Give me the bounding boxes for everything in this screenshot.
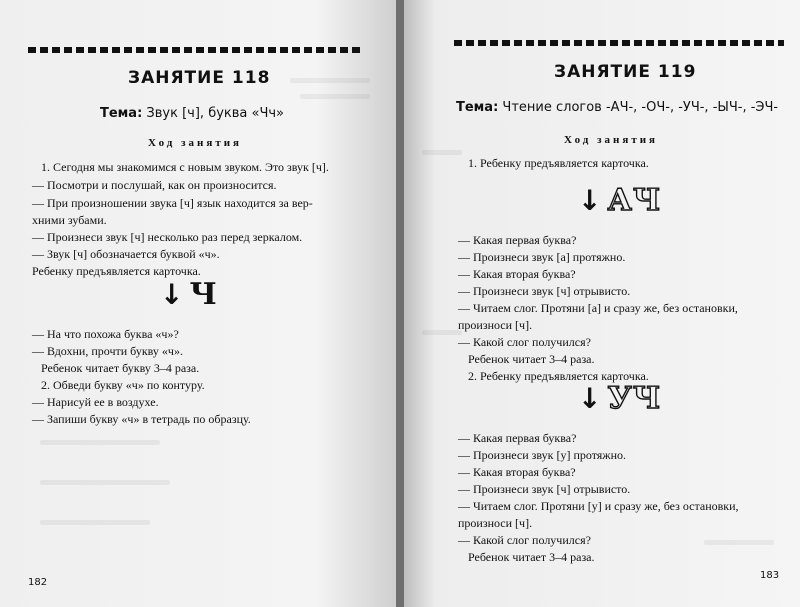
text-line: — Читаем слог. Протяни [у] и сразу же, без остановки,: [458, 499, 739, 513]
syllable-card: [578, 381, 662, 416]
topic: [456, 100, 778, 115]
text-line: — Какая вторая буква?: [458, 465, 576, 479]
text-line: — Какая вторая буква?: [458, 267, 576, 281]
card-syllable: АЧ: [607, 183, 662, 218]
text-line: — Звук [ч] обозначается буквой «ч».: [32, 247, 220, 261]
text-line: — Произнеси звук [а] протяжно.: [458, 250, 626, 264]
bleed-through: [40, 440, 160, 445]
bleed-through: [40, 520, 150, 525]
text-line: — Какой слог получился?: [458, 335, 591, 349]
text-line: — Какая первая буква?: [458, 431, 577, 445]
text-line: 2. Ребенку предъявляется карточка.: [468, 369, 649, 383]
topic: [100, 106, 284, 121]
bleed-through: [704, 540, 774, 545]
bleed-through: [422, 330, 462, 335]
section-heading: Ход занятия: [564, 134, 659, 146]
text-line: 2. Обведи букву «ч» по контуру.: [41, 378, 205, 392]
bleed-through: [300, 94, 370, 99]
header-rule: [454, 40, 784, 46]
text-line: — Запиши букву «ч» в тетрадь по образцу.: [32, 412, 251, 426]
card-letter: Ч: [189, 277, 217, 312]
topic-label: Тема:: [100, 106, 143, 121]
text-line: Ребенку предъявляется карточка.: [32, 264, 201, 278]
book-gutter: [396, 0, 404, 607]
page-number: 182: [28, 577, 48, 588]
text-line: — При произношении звука [ч] язык находится за вер-: [32, 196, 313, 210]
text-line: хними зубами.: [32, 213, 107, 227]
arrow-down-icon: ↓: [578, 382, 602, 415]
text-line: произноси [ч].: [458, 516, 533, 530]
left-page: [0, 0, 396, 607]
text-line: — Произнеси звук [ч] отрывисто.: [458, 482, 631, 496]
text-line: — Какой слог получился?: [458, 533, 591, 547]
section-heading: Ход занятия: [148, 137, 243, 149]
bleed-through: [40, 480, 170, 485]
text-line: — Произнеси звук [ч] несколько раз перед зеркалом.: [32, 230, 303, 244]
text-line: — Нарисуй ее в воздухе.: [32, 395, 159, 409]
text-line: Ребенок читает 3–4 раза.: [468, 352, 595, 366]
right-page: [404, 0, 800, 607]
text-line: Ребенок читает букву 3–4 раза.: [41, 361, 200, 375]
header-rule: [28, 47, 364, 53]
text-line: 1. Ребенку предъявляется карточка.: [468, 156, 649, 170]
text-line: — Посмотри и послушай, как он произносится.: [32, 178, 277, 192]
topic-text: Чтение слогов -АЧ-, -ОЧ-, -УЧ-, -ЫЧ-, -ЭЧ-: [498, 100, 779, 115]
topic-text: Звук [ч], буква «Чч»: [142, 106, 285, 121]
lesson-title: ЗАНЯТИЕ 119: [554, 62, 697, 82]
topic-label: Тема:: [456, 100, 499, 115]
lesson-title: ЗАНЯТИЕ 118: [128, 68, 271, 88]
text-line: — Читаем слог. Протяни [а] и сразу же, без остановки,: [458, 301, 738, 315]
bleed-through: [422, 150, 462, 155]
text-line: произноси [ч].: [458, 318, 533, 332]
text-line: — Произнеси звук [ч] отрывисто.: [458, 284, 631, 298]
text-line: — На что похожа буква «ч»?: [32, 327, 179, 341]
text-line: Ребенок читает 3–4 раза.: [468, 550, 595, 564]
text-line: 1. Сегодня мы знакомимся с новым звуком. Это звук [ч].: [41, 160, 329, 174]
page-number: 183: [760, 570, 780, 581]
arrow-down-icon: ↓: [578, 184, 602, 217]
letter-card: [160, 277, 217, 312]
card-syllable: УЧ: [607, 381, 662, 416]
text-line: — Какая первая буква?: [458, 233, 577, 247]
arrow-down-icon: ↓: [160, 278, 184, 311]
text-line: — Вдохни, прочти букву «ч».: [32, 344, 183, 358]
syllable-card: [578, 183, 662, 218]
text-line: — Произнеси звук [у] протяжно.: [458, 448, 627, 462]
bleed-through: [290, 78, 370, 83]
